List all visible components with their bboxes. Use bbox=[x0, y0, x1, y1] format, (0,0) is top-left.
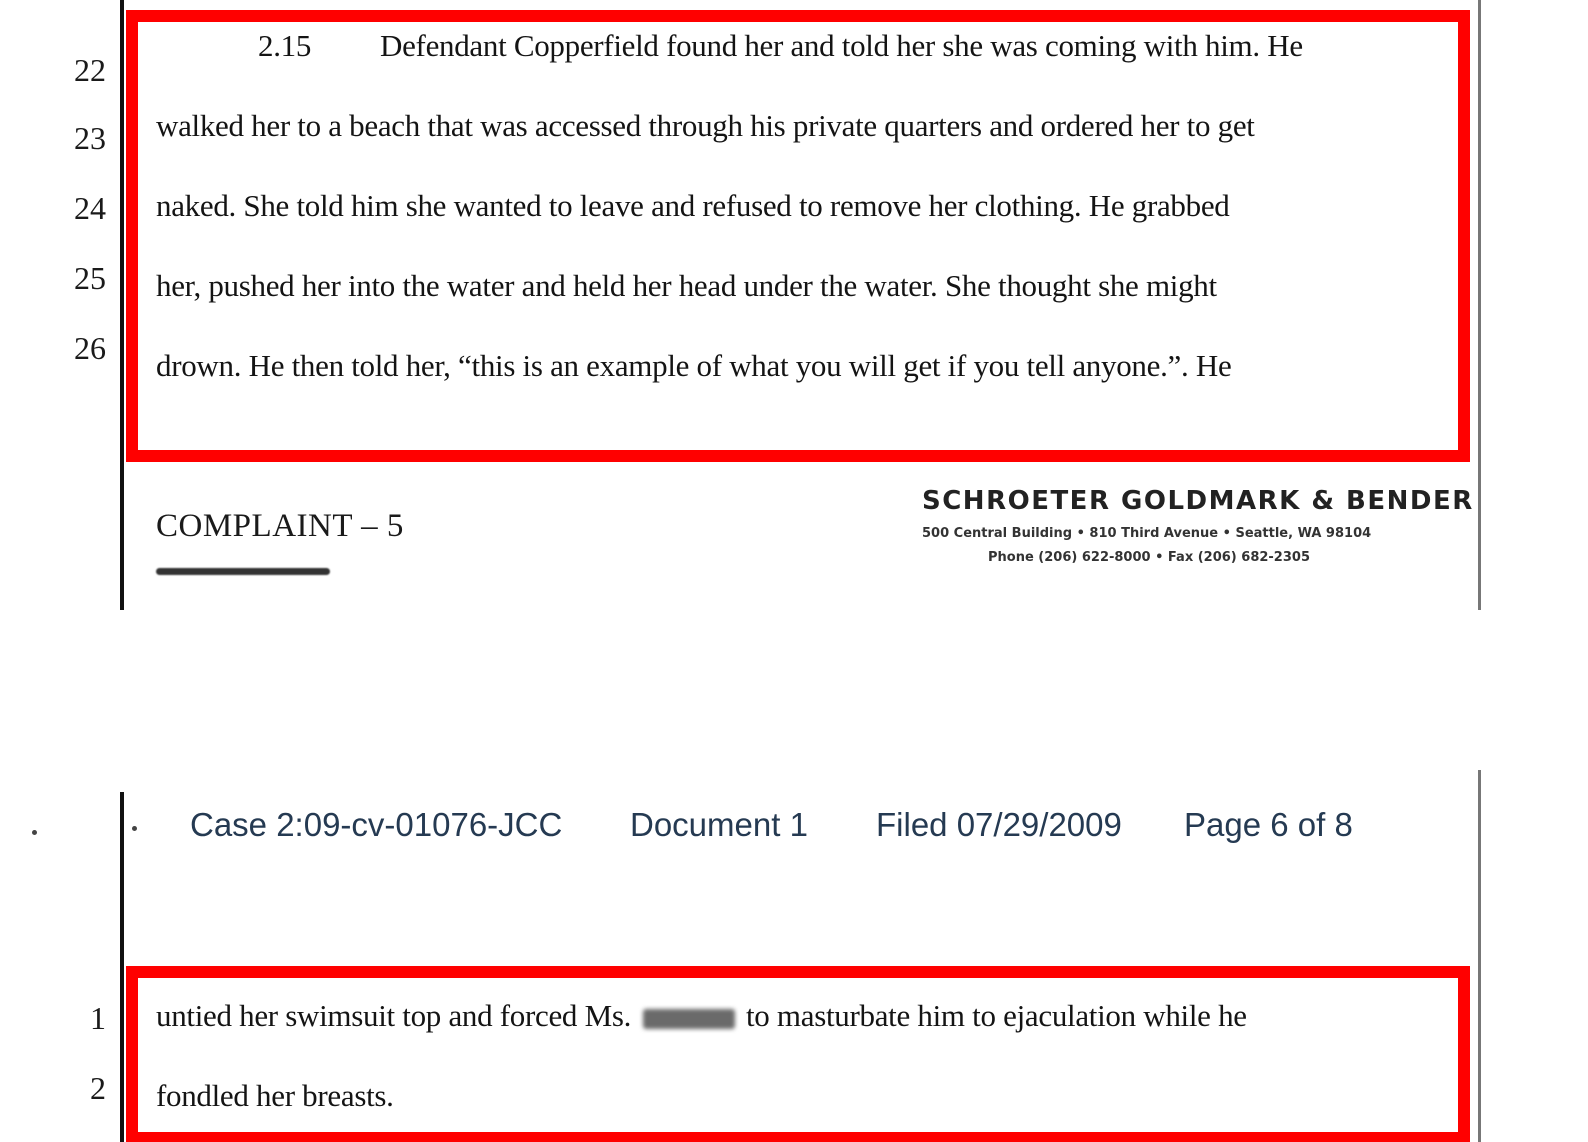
paragraph-number: 2.15 bbox=[258, 28, 312, 63]
footer-title: COMPLAINT – 5 bbox=[156, 508, 404, 544]
case-number: Case 2:09-cv-01076-JCC bbox=[190, 806, 563, 843]
text-line-23: walked her to a beach that was accessed through his private quarters and ordered her to get bbox=[156, 108, 1255, 143]
text-line-1-end: to masturbate him to ejaculation while he bbox=[745, 998, 1247, 1033]
line-number-26: 26 bbox=[74, 330, 106, 366]
page-left-margin-rule bbox=[120, 0, 124, 610]
firm-phone: Phone (206) 622-8000 • Fax (206) 682-2305 bbox=[988, 550, 1310, 565]
text-line-26: drown. He then told her, “this is an example of what you will get if you tell anyone.”. He bbox=[156, 348, 1232, 383]
firm-address: 500 Central Building • 810 Third Avenue • Seattle, WA 98104 bbox=[922, 526, 1372, 541]
text-line-25: her, pushed her into the water and held her head under the water. She thought she might bbox=[156, 268, 1217, 303]
page-count: Page 6 of 8 bbox=[1184, 806, 1353, 843]
page-left-margin-rule-2 bbox=[120, 792, 124, 1142]
text-line-1-start: untied her swimsuit top and forced Ms. bbox=[156, 998, 632, 1033]
page-right-edge-2 bbox=[1478, 770, 1481, 1142]
line-number-1: 1 bbox=[90, 1000, 106, 1036]
line-number-22: 22 bbox=[74, 52, 106, 88]
text-line-22: Defendant Copperfield found her and told her she was coming with him. He bbox=[380, 28, 1303, 63]
firm-name: SCHROETER GOLDMARK & BENDER bbox=[922, 486, 1474, 516]
line-number-24: 24 bbox=[74, 190, 106, 226]
highlight-box-bottom bbox=[126, 966, 1470, 1142]
scan-speck bbox=[132, 826, 137, 831]
page-right-edge bbox=[1478, 0, 1481, 610]
scan-speck bbox=[32, 830, 37, 835]
text-line-2: fondled her breasts. bbox=[156, 1078, 394, 1113]
footer-underline-mark bbox=[156, 568, 330, 575]
line-number-2: 2 bbox=[90, 1070, 106, 1106]
document-number: Document 1 bbox=[630, 806, 808, 843]
text-line-24: naked. She told him she wanted to leave and refused to remove her clothing. He grabbed bbox=[156, 188, 1230, 223]
line-number-25: 25 bbox=[74, 260, 106, 296]
filed-date: Filed 07/29/2009 bbox=[876, 806, 1122, 843]
highlight-box-top bbox=[126, 10, 1470, 462]
line-number-23: 23 bbox=[74, 120, 106, 156]
